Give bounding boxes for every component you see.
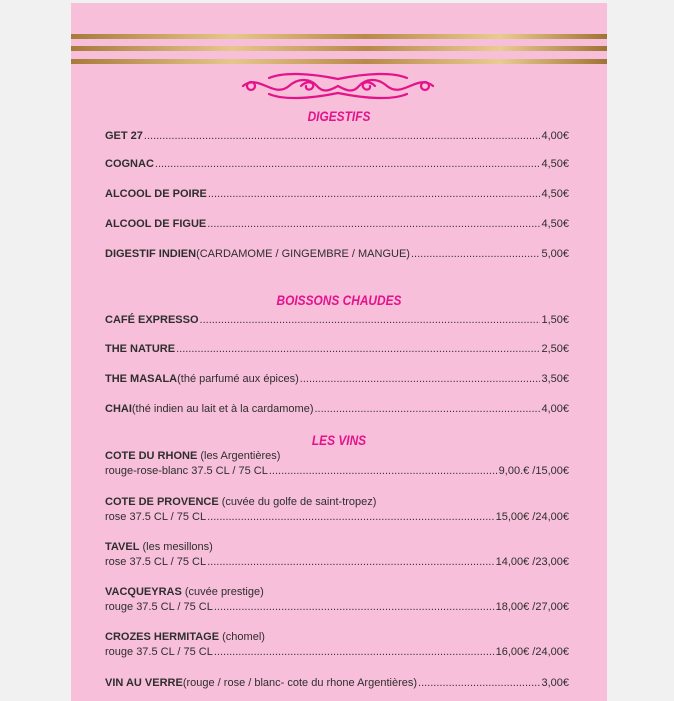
gold-stripe	[71, 34, 607, 39]
item-description: (rouge / rose / blanc- cote du rhone Argentières)	[182, 677, 418, 689]
item-detail-line	[105, 645, 569, 660]
dot-leader	[315, 402, 541, 417]
dot-leader	[176, 342, 540, 357]
item-description: (thé parfumé aux épices)	[177, 373, 299, 385]
item-price: 4,00€	[541, 130, 569, 142]
item-line	[105, 372, 569, 387]
item-line	[105, 217, 569, 232]
item-description: (thé indien au lait et à la cardamome)	[131, 403, 314, 415]
menu-item	[105, 495, 569, 525]
menu-item	[105, 540, 569, 570]
item-price: 1,50€	[541, 314, 569, 326]
item-description: (cuvée du golfe de saint-tropez)	[218, 496, 377, 508]
item-name: ALCOOL DE FIGUE	[105, 218, 207, 230]
item-name: COGNAC	[105, 158, 154, 170]
item-line	[105, 342, 569, 357]
item-name: CHAI	[105, 403, 132, 415]
item-name: DIGESTIF INDIEN	[105, 248, 197, 260]
item-detail: rouge 37.5 CL / 75 CL	[105, 601, 213, 613]
flourish-ornament-icon	[239, 69, 437, 103]
section-title-boissons-chaudes: BOISSONS CHAUDES	[276, 292, 402, 308]
dot-leader	[207, 510, 494, 525]
item-detail-line	[105, 464, 569, 479]
menu-page	[71, 3, 607, 701]
menu-item	[105, 217, 569, 232]
menu-item	[105, 630, 569, 660]
item-name: THE MASALA	[105, 373, 178, 385]
item-description: (les Argentières)	[197, 450, 281, 462]
item-name: COTE DU RHONE	[105, 450, 198, 462]
item-description: (cuvée prestige)	[181, 586, 264, 598]
dot-leader	[269, 464, 498, 479]
menu-item	[105, 157, 569, 172]
menu-item	[105, 129, 569, 144]
item-name: THE NATURE	[105, 343, 176, 355]
item-price: 4,50€	[541, 218, 569, 230]
item-detail-line	[105, 555, 569, 570]
gold-stripe	[71, 59, 607, 64]
item-name: CROZES HERMITAGE	[105, 631, 220, 643]
item-detail-line	[105, 510, 569, 525]
item-name: VIN AU VERRE	[105, 677, 183, 689]
section-title-vins: LES VINS	[311, 432, 367, 448]
item-name: COTE DE PROVENCE	[105, 496, 219, 508]
menu-item	[105, 676, 569, 691]
menu-item	[105, 585, 569, 615]
item-price: 4,00€	[541, 403, 569, 415]
item-line	[105, 247, 569, 262]
item-detail-line	[105, 600, 569, 615]
dot-leader	[418, 676, 540, 691]
menu-item	[105, 187, 569, 202]
item-line	[105, 313, 569, 328]
dot-leader	[208, 187, 541, 202]
item-description: (CARDAMOME / GINGEMBRE / MANGUE)	[196, 248, 410, 260]
dot-leader	[207, 217, 540, 232]
item-line	[105, 187, 569, 202]
item-price: 15,00€ /24,00€	[495, 511, 569, 523]
item-name: ALCOOL DE POIRE	[105, 188, 207, 200]
item-detail: rose 37.5 CL / 75 CL	[105, 511, 207, 523]
item-name: TAVEL	[105, 541, 140, 553]
item-price: 3,50€	[541, 373, 569, 385]
section-title-digestifs: DIGESTIFS	[307, 108, 371, 124]
item-price: 18,00€ /27,00€	[495, 601, 569, 613]
dot-leader	[300, 372, 541, 387]
item-price: 16,00€ /24,00€	[495, 646, 569, 658]
item-description: (chomel)	[219, 631, 265, 643]
item-name: VACQUEYRAS	[105, 586, 182, 598]
menu-item	[105, 247, 569, 262]
item-description: (les mesillons)	[139, 541, 213, 553]
dot-leader	[200, 313, 541, 328]
item-line	[105, 129, 569, 144]
menu-item	[105, 449, 569, 479]
menu-item	[105, 372, 569, 387]
item-price: 4,50€	[541, 188, 569, 200]
dot-leader	[214, 645, 495, 660]
gold-stripe	[71, 46, 607, 51]
menu-item	[105, 342, 569, 357]
item-line	[105, 157, 569, 172]
item-detail: rose 37.5 CL / 75 CL	[105, 556, 207, 568]
item-title-line	[105, 449, 569, 464]
item-line	[105, 676, 569, 691]
dot-leader	[411, 247, 541, 262]
dot-leader	[214, 600, 495, 615]
item-name: CAFÉ EXPRESSO	[105, 314, 199, 326]
item-price: 2,50€	[541, 343, 569, 355]
item-title-line	[105, 585, 569, 600]
item-name: GET 27	[105, 130, 143, 142]
menu-item	[105, 402, 569, 417]
item-title-line	[105, 540, 569, 555]
item-price: 4,50€	[541, 158, 569, 170]
item-detail: rouge-rose-blanc 37.5 CL / 75 CL	[105, 465, 268, 477]
item-price: 14,00€ /23,00€	[495, 556, 569, 568]
dot-leader	[155, 157, 541, 172]
item-title-line	[105, 630, 569, 645]
item-price: 9,00.€ /15,00€	[498, 465, 569, 477]
dot-leader	[144, 129, 541, 144]
dot-leader	[207, 555, 494, 570]
item-detail: rouge 37.5 CL / 75 CL	[105, 646, 213, 658]
item-price: 3,00€	[541, 677, 569, 689]
item-line	[105, 402, 569, 417]
menu-item	[105, 313, 569, 328]
item-title-line	[105, 495, 569, 510]
item-price: 5,00€	[541, 248, 569, 260]
